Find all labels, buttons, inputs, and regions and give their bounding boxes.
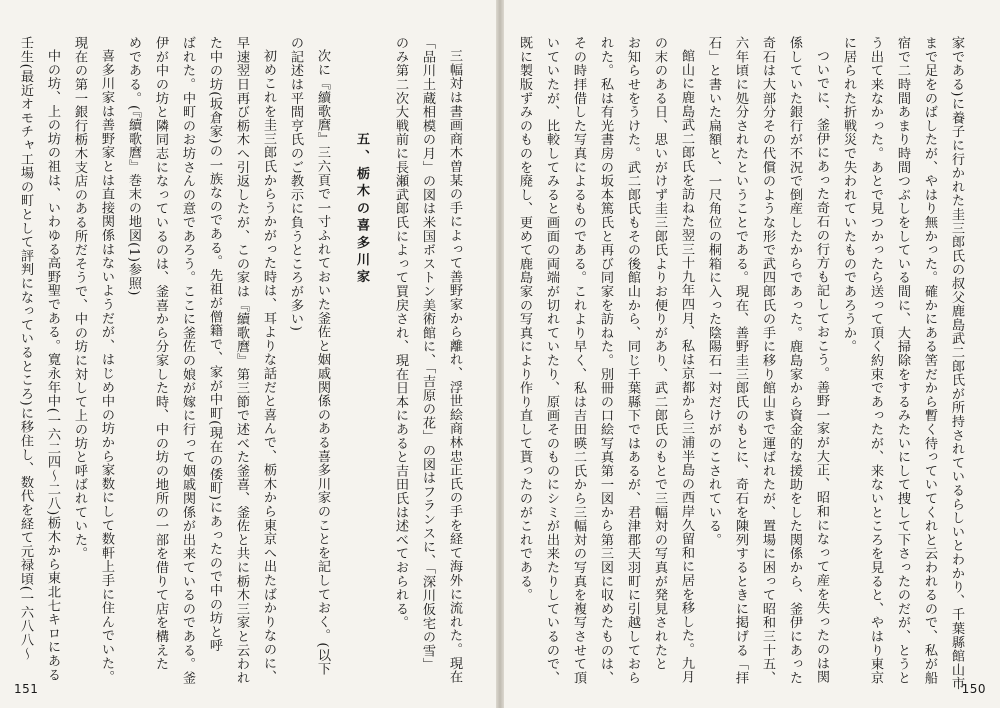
text-line: た中の坊(坂倉家)の一族なのである。先祖が僧籍で、家が中町(現在の倭町)にあったので中の坊と呼 [207,36,222,653]
text-line: 石」と書いた扁額と、一尺角位の桐箱に入った陰陽石一対だけがのこされている。 [706,36,721,547]
text-line: 六年頃に処分されたということである。現在、善野圭三郎氏のもとに、奇石を陳列するときに掲げる「拝 [733,36,748,685]
text-line: 家である)に養子に行かれた圭三郎氏の叔父鹿島武二郎氏が所持されているらしいとわかり、千葉縣館山市 [949,36,964,691]
text-line: 喜多川家は善野家とは直接関係はないようだが、はじめ中の坊から家数にして数軒上手に住んでいた。 [99,49,114,684]
text-line [375,36,387,646]
book-gutter [496,0,504,708]
text-line: 壬生(最近オモチャ工場の町として評判になっているところ)に移住し、数代を経て元禄頃(一六八八〜 [18,36,33,661]
text-line: まで足をのばしたが、やはり無かった。確かにある筈だから暫く待っていてくれと云われるので、私が船 [922,36,937,685]
text-line: に居られた折戦災で失われていたものであろうか。 [841,36,856,354]
text-line: 係していた銀行が不況で倒産したからであった。鹿島家から資金的な援助をした関係から、釜伊にあった [787,36,802,685]
text-line: 三幅対は書画商木曽某の手によって善野家から離れ、浮世絵商林忠正氏の手を経て海外に流れた。現在 [447,49,462,684]
text-line: 奇石は大部分その代償のような形で武四郎氏の手に移り館山まで運ばれたが、置場に困って昭和三十五、 [760,36,775,685]
page-right [504,0,1000,708]
text-line: いていたが、比較してみると画面の両端が切れていたり、原画そのものにシミが出来たりしているので、 [544,36,559,685]
text-line: その時拝借した写真によるものである。これより早く、私は吉田暎二氏から三幅対の写真を複写させて頂 [571,36,586,685]
text-line: 館山に鹿島武二郎氏を訪ねた翌三十九年四月、私は京都から三浦半島の西岸久留和に居を移した。九月 [679,49,694,684]
text-line: 次に『續歌麿』三六頁で一寸ふれておいた釜佐と姻戚関係のある喜多川家のことを記しておく。(以下 [315,49,330,676]
text-line: のみ第二次大戦前に長瀬武郎氏によって買戻され、現在日本にあると吉田氏は述べておられる。 [393,36,408,630]
page-number-right: 150 [961,682,986,696]
text-line: ついでに、釜伊にあった奇石の行方も記しておこう。善野一家が大正、昭和になって産を失ったのは関 [814,49,829,684]
text-line: 「品川土蔵相模の月」の図は米国ボストン美術館に、「吉原の花」の図はフランスに、「深川仮宅の雪」 [420,36,435,672]
page-number-left: 151 [14,682,39,696]
text-line: 宿で二時間あまり時間つぶしをしている間に、大掃除をするみたいにして捜して下さったのだが、とうと [895,36,910,685]
text-line: お知らせをうけた。武二郎氏もその後館山から、同じ千葉縣下ではあるが、君津郡天羽町に引越しておら [625,36,640,685]
text-line: 伊が中の坊と隣同志になっているのは、釜喜から分家した時、中の坊の地所の一部を借りて店を構えた [153,36,168,671]
text-line [336,36,348,646]
text-line: 現在の第一銀行栃木支店のある所だそうで、中の坊に対して上の坊と呼ばれていた。 [72,36,87,561]
page-left-text [18,36,468,685]
text-line: れた。私は有光書房の坂本篤氏と再び同家を訪ねた。別冊の口絵写真第一図から第三図に収めたものは、 [598,36,613,685]
text-line: の末のある日、思いがけず圭三郎氏よりお便りがあり、武二郎氏のもとで三幅対の写真が発見されたと [652,36,667,671]
text-line: ばれた。中町のお坊さんの意であろう。ここに釜佐の娘が嫁に行って姻戚関係が出来ているのである。釜 [180,36,195,685]
text-line: 既に製版ずみのものを廃し、更めて鹿島家の写真により作り直して貰ったのがこれである。 [517,36,532,602]
page-left [0,0,496,708]
text-line: 中の坊、上の坊の祖は、いわゆる高野聖である。寛永年中(一六二四〜二八)栃木から東北七キロにある [45,49,60,682]
section-heading: 五、栃木の喜多川家 [354,132,369,287]
text-line: う出て来なかった。あとで見つかったら送って頂く約束であったが、来ないところを見ると、やはり東京 [868,36,883,685]
page-right-text [517,36,970,691]
text-line: の記述は平間亨氏のご教示に負うところが多い) [288,36,303,332]
text-line: 早速翌日再び栃木へ引返したが、この家は『續歌麿』第三節で述べた釜喜、釜佐と共に栃木三家と云われ [234,36,249,685]
text-line: 初めこれを圭三郎氏からうかがった時は、耳よりな話だと喜んで、栃木から東京へ出たばかりなのに、 [261,49,276,684]
text-line: めである。(『續歌麿』巻末の地図(1)参照) [126,36,141,296]
